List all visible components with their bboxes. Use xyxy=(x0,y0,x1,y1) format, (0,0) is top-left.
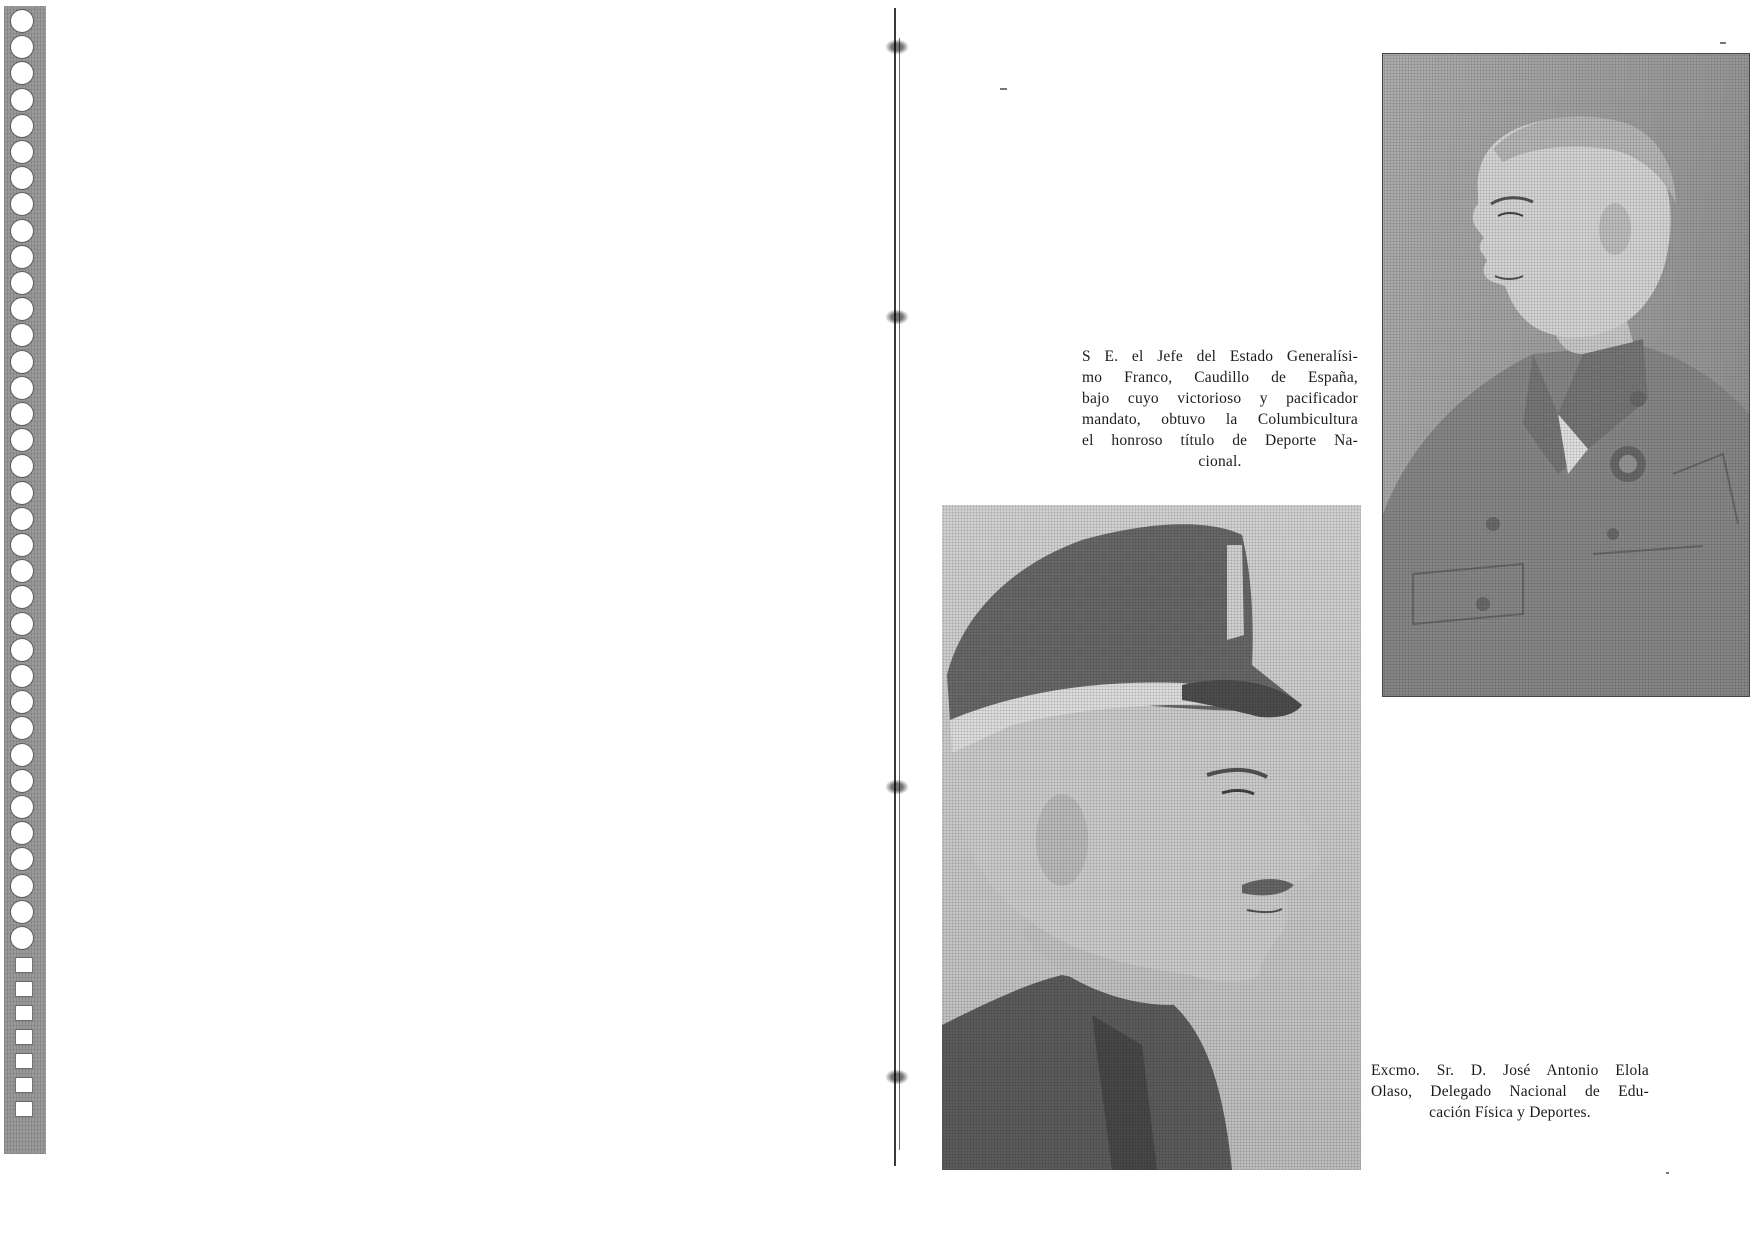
binding-slot xyxy=(16,1054,32,1068)
binding-hole xyxy=(11,298,33,320)
franco-portrait-illustration xyxy=(1383,54,1749,696)
binding-hole xyxy=(11,324,33,346)
binding-hole xyxy=(11,875,33,897)
paper-speck xyxy=(1000,88,1007,90)
binding-hole xyxy=(11,560,33,582)
caption-line: Excmo. Sr. D. José Antonio Elola xyxy=(1371,1062,1649,1079)
binding-hole xyxy=(11,429,33,451)
binding-hole xyxy=(11,848,33,870)
binding-hole xyxy=(11,220,33,242)
binding-hole xyxy=(11,403,33,425)
paper-speck xyxy=(1666,1172,1669,1174)
binding-hole xyxy=(11,36,33,58)
caption-line: bajo cuyo victorioso y pacificador xyxy=(1082,390,1358,407)
binding-rule-line xyxy=(899,38,900,1150)
binding-hole xyxy=(11,744,33,766)
caption-line: el honroso título de Deporte Na- xyxy=(1082,432,1358,449)
binding-slot xyxy=(16,1102,32,1116)
binding-knot xyxy=(883,778,911,796)
binding-hole xyxy=(11,141,33,163)
binding-hole xyxy=(11,10,33,32)
binding-hole xyxy=(11,796,33,818)
binding-hole xyxy=(11,613,33,635)
binding-hole xyxy=(11,246,33,268)
binding-hole xyxy=(11,455,33,477)
binding-hole xyxy=(11,62,33,84)
binding-hole xyxy=(11,508,33,530)
binding-hole xyxy=(11,167,33,189)
binding-hole xyxy=(11,351,33,373)
binding-hole xyxy=(11,927,33,949)
binding-slot xyxy=(16,1030,32,1044)
caption-franco xyxy=(1082,346,1358,472)
caption-line: mo Franco, Caudillo de España, xyxy=(1082,369,1358,386)
caption-line: mandato, obtuvo la Columbicultura xyxy=(1082,411,1358,428)
binding-knot xyxy=(883,308,911,326)
binding-hole xyxy=(11,377,33,399)
binding-hole xyxy=(11,665,33,687)
binding-hole xyxy=(11,639,33,661)
binding-hole xyxy=(11,272,33,294)
binding-hole xyxy=(11,482,33,504)
binding-hole xyxy=(11,89,33,111)
binding-hole xyxy=(11,691,33,713)
photo-franco-portrait xyxy=(1382,53,1750,697)
binding-hole xyxy=(11,822,33,844)
caption-line: cación Física y Deportes. xyxy=(1429,1104,1591,1121)
paper-speck xyxy=(1720,42,1726,44)
caption-line: S E. el Jefe del Estado Generalísi- xyxy=(1082,348,1358,365)
binding-hole xyxy=(11,717,33,739)
binding-hole xyxy=(11,534,33,556)
binding-hole xyxy=(11,901,33,923)
binding-slot xyxy=(16,1006,32,1020)
binding-slot xyxy=(16,982,32,996)
binding-knot xyxy=(883,38,911,56)
caption-line: Olaso, Delegado Nacional de Edu- xyxy=(1371,1083,1649,1100)
binding-strip xyxy=(4,6,46,1154)
binding-knot xyxy=(883,1068,911,1086)
binding-rule xyxy=(883,8,911,1166)
binding-hole xyxy=(11,586,33,608)
binding-hole xyxy=(11,770,33,792)
caption-line: cional. xyxy=(1198,453,1242,470)
caption-elola xyxy=(1371,1060,1649,1123)
binding-slot xyxy=(16,1078,32,1092)
binding-slot xyxy=(16,958,32,972)
photo-elola-portrait xyxy=(942,505,1361,1170)
binding-hole xyxy=(11,193,33,215)
binding-rule-line xyxy=(894,8,896,1166)
binding-hole xyxy=(11,115,33,137)
elola-portrait-illustration xyxy=(942,505,1361,1170)
